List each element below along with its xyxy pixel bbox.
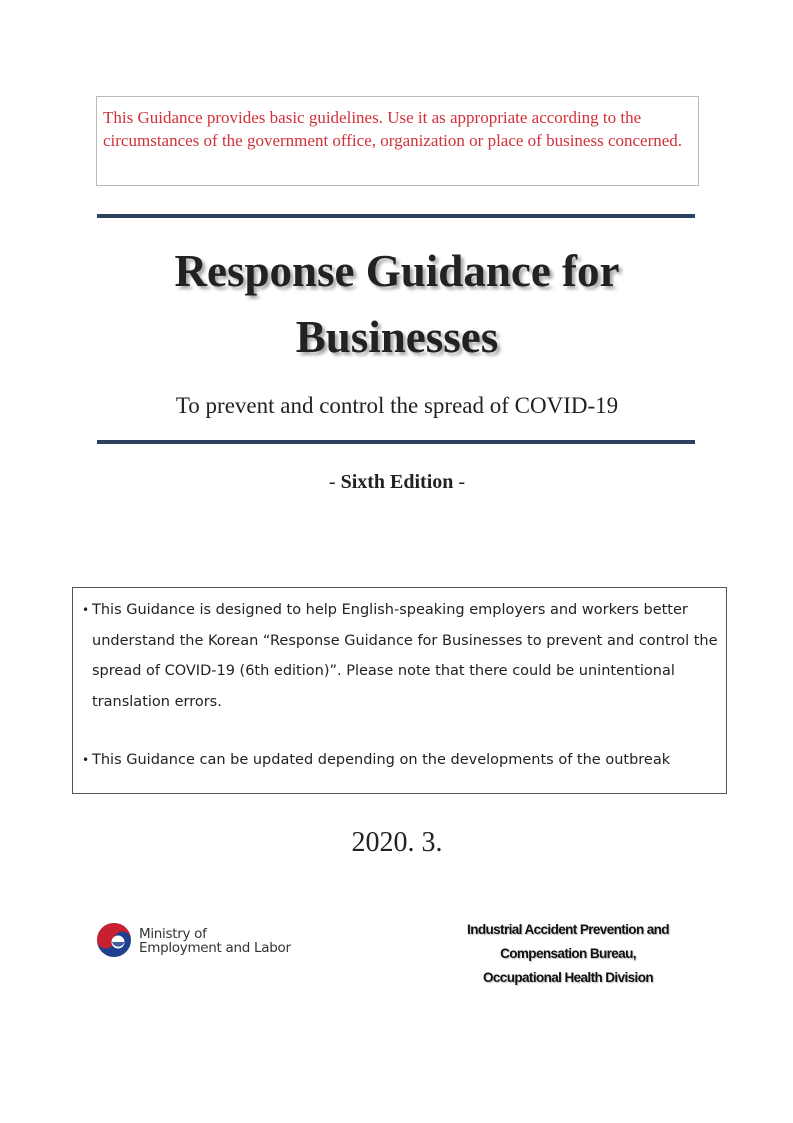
bullet-icon: • — [82, 753, 90, 767]
issuing-division-line: Compensation Bureau, — [500, 946, 636, 961]
edition-suffix: - — [453, 471, 466, 493]
taegeuk-emblem-icon — [96, 922, 132, 958]
document-subtitle: To prevent and control the spread of COVID-19 — [175, 393, 619, 418]
disclaimer-notice-text: This Guidance provides basic guidelines. Use it as appropriate according to the circumstances of the government office, organization or place of business concerned. — [103, 108, 683, 150]
info-list-item-text: This Guidance is designed to help English-speaking employers and workers better understand the Korean “Response Guidance for Businesses to prevent and control the spread of COVID-19 (6th edition)”. Please note that there could be unintentional translation errors. — [92, 602, 718, 710]
document-title-line-2: Businesses — [295, 312, 499, 362]
translation-info-box — [72, 587, 727, 794]
edition-name: Sixth Edition — [340, 471, 454, 493]
info-list-item — [82, 745, 718, 776]
publication-date: 2020. 3. — [351, 827, 443, 858]
issuing-division-line: Industrial Accident Prevention and — [467, 922, 669, 937]
info-list-item — [82, 595, 718, 717]
title-top-rule — [97, 214, 695, 218]
edition-prefix: - — [328, 471, 341, 493]
document-title — [97, 238, 697, 370]
title-bottom-rule — [97, 440, 695, 444]
ministry-name — [139, 927, 291, 955]
ministry-name-line-2: Employment and Labor — [139, 940, 291, 956]
info-list-item-text: This Guidance can be updated depending on the developments of the outbreak — [92, 752, 671, 768]
disclaimer-notice-box — [96, 96, 699, 186]
bullet-icon: • — [82, 603, 90, 617]
ministry-logo — [96, 922, 326, 962]
ministry-name-line-1: Ministry of — [139, 926, 207, 942]
issuing-division — [458, 918, 678, 990]
issuing-division-line: Occupational Health Division — [483, 970, 653, 985]
document-title-line-1: Response Guidance for — [174, 246, 620, 296]
edition-label — [97, 469, 697, 495]
